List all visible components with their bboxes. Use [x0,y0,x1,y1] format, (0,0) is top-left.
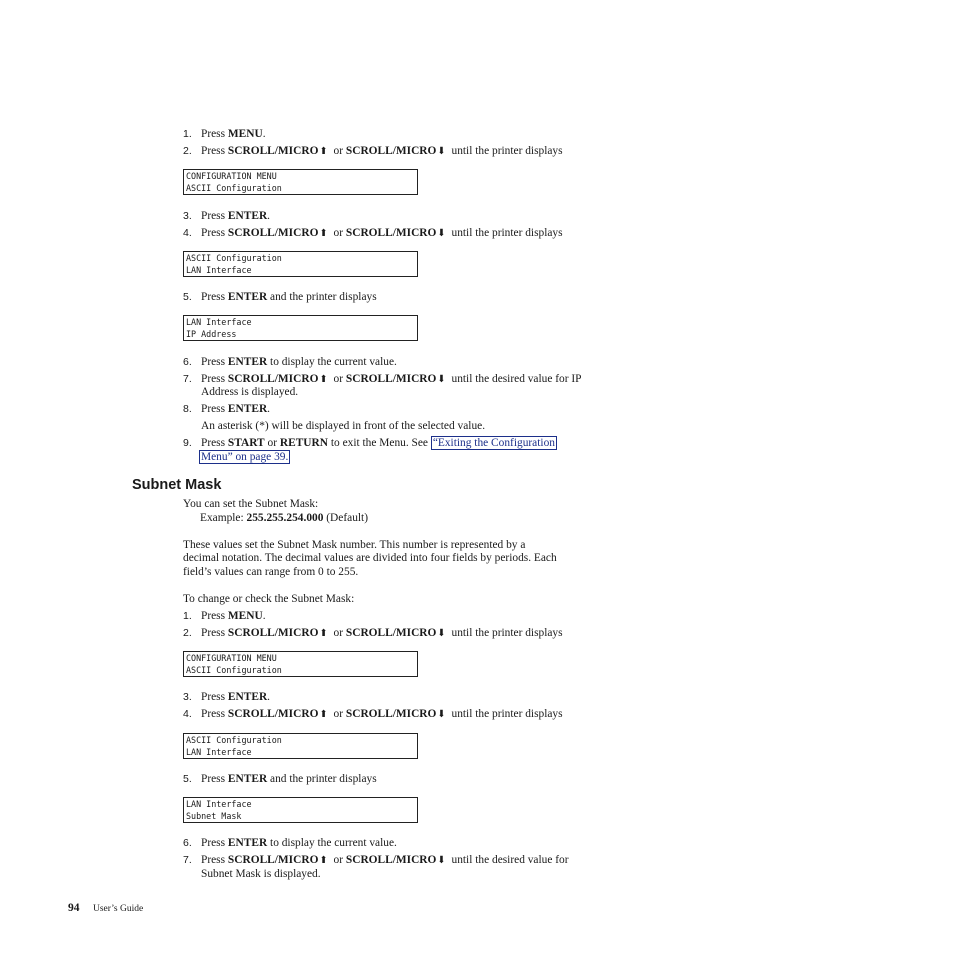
enter-key: ENTER [227,291,268,303]
section-intro: You can set the Subnet Mask: [183,498,319,510]
step-text: until the printer displays [451,145,563,157]
press-word: Press [201,403,226,415]
step-number: 5. [183,291,192,303]
enter-key: ENTER [227,403,268,415]
footer-title: User’s Guide [93,904,144,914]
step-text: to display the current value. [270,356,397,368]
exiting-configuration-link-continued[interactable]: Menu” on page 39. [201,451,289,463]
example-label: Example: [200,512,244,524]
scroll-key: SCROLL/MICRO [345,854,437,866]
step-text: until the desired value for [451,854,569,866]
arrow-down-icon: ⬇ [437,709,446,720]
subnet-step-7-continued: Subnet Mask is displayed. [201,868,321,880]
period: . [262,128,266,140]
display-line-1: LAN Interface [186,799,252,809]
step-text: to exit the Menu. See [330,437,428,449]
or-word: or [333,373,344,385]
printer-display-ascii-lan [183,251,418,277]
scroll-key: SCROLL/MICRO [227,708,319,720]
or-word: or [333,227,344,239]
display-line-2: Subnet Mask [186,810,242,821]
paragraph-line-1: These values set the Subnet Mask number. This number is represented by a [183,539,526,551]
step-number: 6. [183,837,192,849]
arrow-up-icon: ⬆ [319,146,328,157]
or-word: or [267,437,278,449]
press-word: Press [201,610,226,622]
step-number: 1. [183,128,192,140]
press-word: Press [201,227,226,239]
press-word: Press [201,837,226,849]
press-word: Press [201,773,226,785]
period: . [262,610,266,622]
press-word: Press [201,356,226,368]
period: . [267,403,271,415]
press-word: Press [201,691,226,703]
press-word: Press [201,627,226,639]
display-line-1: CONFIGURATION MENU [186,171,277,181]
printer-display-lan-ip [183,315,418,341]
paragraph-line-3: field’s values can range from 0 to 255. [183,566,359,578]
press-word: Press [201,854,226,866]
example-suffix: (Default) [326,512,369,524]
step-number: 3. [183,691,192,703]
display-line-1: ASCII Configuration [186,735,282,745]
arrow-up-icon: ⬆ [319,228,328,239]
or-word: or [333,627,344,639]
period: . [267,691,271,703]
menu-key: MENU [227,610,263,622]
enter-key: ENTER [227,691,268,703]
menu-key: MENU [227,128,263,140]
press-word: Press [201,708,226,720]
arrow-up-icon: ⬆ [319,709,328,720]
step-number: 4. [183,227,192,239]
display-line-1: CONFIGURATION MENU [186,653,277,663]
scroll-key: SCROLL/MICRO [227,854,319,866]
display-line-2: LAN Interface [186,264,252,275]
step-number: 8. [183,403,192,415]
enter-key: ENTER [227,210,268,222]
display-line-2: LAN Interface [186,746,252,757]
step-number: 7. [183,373,192,385]
example-line [200,512,368,526]
paragraph-line-2: decimal notation. The decimal values are divided into four fields by periods. Each [183,552,557,564]
scroll-key: SCROLL/MICRO [345,227,437,239]
section-heading: Subnet Mask [132,477,222,493]
arrow-down-icon: ⬇ [437,228,446,239]
or-word: or [333,145,344,157]
step-text: to display the current value. [270,837,397,849]
step-text: and the printer displays [270,291,377,303]
arrow-down-icon: ⬇ [437,146,446,157]
asterisk-note: An asterisk (*) will be displayed in front of the selected value. [201,420,486,432]
step-text: until the desired value for IP [451,373,582,385]
exiting-configuration-link[interactable]: “Exiting the Configuration [432,437,555,449]
press-word: Press [201,373,226,385]
period: . [267,210,271,222]
arrow-up-icon: ⬆ [319,374,328,385]
arrow-up-icon: ⬆ [319,628,328,639]
display-line-2: ASCII Configuration [186,664,282,675]
arrow-down-icon: ⬇ [437,855,446,866]
scroll-key: SCROLL/MICRO [227,227,319,239]
press-word: Press [201,128,226,140]
enter-key: ENTER [227,356,268,368]
step-number: 5. [183,773,192,785]
step-number: 4. [183,708,192,720]
step-number: 7. [183,854,192,866]
display-line-2: ASCII Configuration [186,182,282,193]
printer-display-config-menu [183,169,418,195]
scroll-key: SCROLL/MICRO [227,145,319,157]
printer-display-lan-subnet [183,797,418,823]
display-line-1: ASCII Configuration [186,253,282,263]
step-text: and the printer displays [270,773,377,785]
change-intro: To change or check the Subnet Mask: [183,593,355,605]
step-number: 2. [183,627,192,639]
enter-key: ENTER [227,773,268,785]
step-number: 6. [183,356,192,368]
step-number: 2. [183,145,192,157]
scroll-key: SCROLL/MICRO [345,145,437,157]
scroll-key: SCROLL/MICRO [345,373,437,385]
start-key: START [227,437,265,449]
press-word: Press [201,291,226,303]
or-word: or [333,708,344,720]
scroll-key: SCROLL/MICRO [345,708,437,720]
step-number: 3. [183,210,192,222]
scroll-key: SCROLL/MICRO [227,373,319,385]
press-word: Press [201,210,226,222]
page-number: 94 [68,902,80,914]
step-text: until the printer displays [451,227,563,239]
press-word: Press [201,437,226,449]
printer-display-ascii-lan [183,733,418,759]
printer-display-config-menu [183,651,418,677]
arrow-up-icon: ⬆ [319,855,328,866]
step-7-continued: Address is displayed. [201,386,299,398]
arrow-down-icon: ⬇ [437,374,446,385]
display-line-2: IP Address [186,328,237,339]
step-text: until the printer displays [451,627,563,639]
step-text: until the printer displays [451,708,563,720]
or-word: or [333,854,344,866]
arrow-down-icon: ⬇ [437,628,446,639]
return-key: RETURN [279,437,328,449]
scroll-key: SCROLL/MICRO [345,627,437,639]
display-line-1: LAN Interface [186,317,252,327]
step-number: 1. [183,610,192,622]
step-number: 9. [183,437,192,449]
press-word: Press [201,145,226,157]
enter-key: ENTER [227,837,268,849]
example-value: 255.255.254.000 [246,512,324,524]
scroll-key: SCROLL/MICRO [227,627,319,639]
